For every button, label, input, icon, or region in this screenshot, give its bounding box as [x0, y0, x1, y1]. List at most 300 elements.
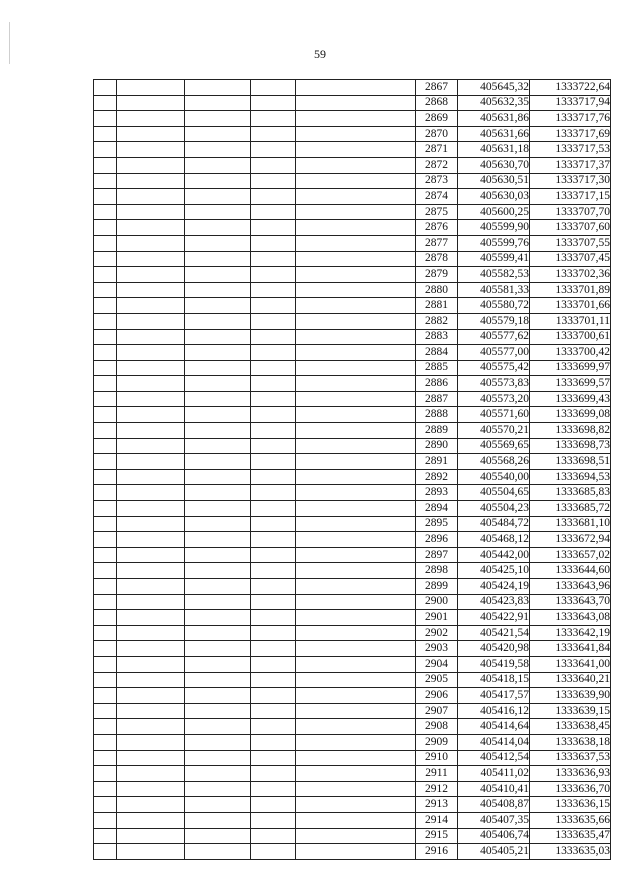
blank-cell-2 [117, 734, 185, 750]
blank-cell-3 [185, 812, 251, 828]
blank-cell-1 [94, 157, 117, 173]
coord-x-cell: 405414,64 [458, 719, 530, 735]
coord-y-cell: 1333699,57 [530, 376, 611, 392]
table-row [94, 625, 611, 641]
coordinates-table-body [94, 80, 611, 860]
blank-cell-4 [251, 703, 296, 719]
blank-cell-1 [94, 750, 117, 766]
coord-y-cell: 1333698,51 [530, 454, 611, 470]
blank-cell-2 [117, 126, 185, 142]
coord-y-cell: 1333636,93 [530, 766, 611, 782]
point-number-cell: 2906 [416, 688, 458, 704]
blank-cell-4 [251, 532, 296, 548]
blank-cell-2 [117, 766, 185, 782]
table-row [94, 594, 611, 610]
blank-cell-3 [185, 204, 251, 220]
blank-cell-4 [251, 828, 296, 844]
blank-cell-1 [94, 469, 117, 485]
blank-cell-5 [296, 313, 416, 329]
table-row [94, 844, 611, 860]
blank-cell-4 [251, 812, 296, 828]
blank-cell-4 [251, 407, 296, 423]
table-row [94, 111, 611, 127]
point-number-cell: 2915 [416, 828, 458, 844]
blank-cell-4 [251, 142, 296, 158]
coord-x-cell: 405406,74 [458, 828, 530, 844]
table-row [94, 173, 611, 189]
point-number-cell: 2892 [416, 469, 458, 485]
blank-cell-3 [185, 750, 251, 766]
point-number-cell: 2914 [416, 812, 458, 828]
blank-cell-1 [94, 594, 117, 610]
coord-y-cell: 1333643,08 [530, 610, 611, 626]
table-row [94, 204, 611, 220]
blank-cell-5 [296, 703, 416, 719]
blank-cell-1 [94, 423, 117, 439]
blank-cell-4 [251, 625, 296, 641]
blank-cell-2 [117, 267, 185, 283]
blank-cell-3 [185, 688, 251, 704]
point-number-cell: 2889 [416, 423, 458, 439]
blank-cell-4 [251, 688, 296, 704]
blank-cell-5 [296, 126, 416, 142]
coord-y-cell: 1333707,60 [530, 220, 611, 236]
coord-x-cell: 405418,15 [458, 672, 530, 688]
coord-y-cell: 1333641,84 [530, 641, 611, 657]
blank-cell-5 [296, 547, 416, 563]
blank-cell-5 [296, 282, 416, 298]
blank-cell-4 [251, 80, 296, 96]
blank-cell-4 [251, 220, 296, 236]
blank-cell-4 [251, 501, 296, 517]
table-row [94, 360, 611, 376]
table-row [94, 80, 611, 96]
blank-cell-2 [117, 345, 185, 361]
blank-cell-3 [185, 579, 251, 595]
blank-cell-5 [296, 812, 416, 828]
coord-x-cell: 405573,83 [458, 376, 530, 392]
coord-y-cell: 1333717,37 [530, 157, 611, 173]
blank-cell-1 [94, 407, 117, 423]
blank-cell-1 [94, 329, 117, 345]
coord-x-cell: 405425,10 [458, 563, 530, 579]
blank-cell-4 [251, 345, 296, 361]
blank-cell-1 [94, 719, 117, 735]
blank-cell-4 [251, 438, 296, 454]
coord-x-cell: 405582,53 [458, 267, 530, 283]
table-row [94, 454, 611, 470]
blank-cell-1 [94, 532, 117, 548]
point-number-cell: 2907 [416, 703, 458, 719]
blank-cell-4 [251, 485, 296, 501]
blank-cell-4 [251, 360, 296, 376]
blank-cell-1 [94, 235, 117, 251]
blank-cell-3 [185, 407, 251, 423]
blank-cell-2 [117, 750, 185, 766]
point-number-cell: 2897 [416, 547, 458, 563]
blank-cell-1 [94, 454, 117, 470]
coordinates-table [93, 79, 611, 860]
blank-cell-1 [94, 126, 117, 142]
blank-cell-5 [296, 501, 416, 517]
blank-cell-4 [251, 329, 296, 345]
blank-cell-1 [94, 766, 117, 782]
blank-cell-4 [251, 235, 296, 251]
blank-cell-3 [185, 438, 251, 454]
table-row [94, 563, 611, 579]
blank-cell-2 [117, 594, 185, 610]
blank-cell-1 [94, 360, 117, 376]
coord-y-cell: 1333685,72 [530, 501, 611, 517]
blank-cell-4 [251, 423, 296, 439]
blank-cell-5 [296, 407, 416, 423]
point-number-cell: 2898 [416, 563, 458, 579]
blank-cell-1 [94, 438, 117, 454]
blank-cell-4 [251, 547, 296, 563]
table-row [94, 251, 611, 267]
blank-cell-3 [185, 220, 251, 236]
coord-y-cell: 1333643,70 [530, 594, 611, 610]
coord-x-cell: 405420,98 [458, 641, 530, 657]
coord-y-cell: 1333700,42 [530, 345, 611, 361]
blank-cell-5 [296, 267, 416, 283]
point-number-cell: 2899 [416, 579, 458, 595]
coord-y-cell: 1333641,00 [530, 656, 611, 672]
blank-cell-1 [94, 688, 117, 704]
blank-cell-2 [117, 703, 185, 719]
blank-cell-5 [296, 516, 416, 532]
blank-cell-5 [296, 485, 416, 501]
table-row [94, 610, 611, 626]
blank-cell-4 [251, 267, 296, 283]
blank-cell-5 [296, 579, 416, 595]
blank-cell-1 [94, 189, 117, 205]
table-row [94, 282, 611, 298]
coord-x-cell: 405575,42 [458, 360, 530, 376]
blank-cell-4 [251, 376, 296, 392]
coord-y-cell: 1333635,66 [530, 812, 611, 828]
table-row [94, 828, 611, 844]
point-number-cell: 2883 [416, 329, 458, 345]
coord-x-cell: 405600,25 [458, 204, 530, 220]
table-row [94, 547, 611, 563]
blank-cell-3 [185, 594, 251, 610]
blank-cell-2 [117, 547, 185, 563]
table-row [94, 391, 611, 407]
point-number-cell: 2912 [416, 781, 458, 797]
blank-cell-3 [185, 703, 251, 719]
blank-cell-3 [185, 625, 251, 641]
coord-y-cell: 1333717,15 [530, 189, 611, 205]
blank-cell-3 [185, 672, 251, 688]
blank-cell-5 [296, 844, 416, 860]
table-row [94, 189, 611, 205]
coord-x-cell: 405599,90 [458, 220, 530, 236]
coord-x-cell: 405631,66 [458, 126, 530, 142]
coord-y-cell: 1333702,36 [530, 267, 611, 283]
blank-cell-3 [185, 189, 251, 205]
coord-x-cell: 405599,41 [458, 251, 530, 267]
blank-cell-2 [117, 579, 185, 595]
blank-cell-2 [117, 235, 185, 251]
coord-x-cell: 405599,76 [458, 235, 530, 251]
table-row [94, 516, 611, 532]
blank-cell-5 [296, 423, 416, 439]
coord-y-cell: 1333701,89 [530, 282, 611, 298]
blank-cell-4 [251, 298, 296, 314]
blank-cell-5 [296, 376, 416, 392]
coord-y-cell: 1333638,45 [530, 719, 611, 735]
coord-x-cell: 405410,41 [458, 781, 530, 797]
point-number-cell: 2896 [416, 532, 458, 548]
coord-x-cell: 405424,19 [458, 579, 530, 595]
blank-cell-3 [185, 313, 251, 329]
blank-cell-5 [296, 469, 416, 485]
blank-cell-4 [251, 157, 296, 173]
coord-x-cell: 405630,51 [458, 173, 530, 189]
coord-x-cell: 405631,18 [458, 142, 530, 158]
coord-x-cell: 405632,35 [458, 95, 530, 111]
blank-cell-2 [117, 797, 185, 813]
blank-cell-1 [94, 625, 117, 641]
coord-x-cell: 405571,60 [458, 407, 530, 423]
blank-cell-5 [296, 797, 416, 813]
blank-cell-1 [94, 282, 117, 298]
blank-cell-2 [117, 610, 185, 626]
coord-y-cell: 1333643,96 [530, 579, 611, 595]
point-number-cell: 2879 [416, 267, 458, 283]
blank-cell-3 [185, 719, 251, 735]
point-number-cell: 2916 [416, 844, 458, 860]
coord-y-cell: 1333694,53 [530, 469, 611, 485]
blank-cell-1 [94, 391, 117, 407]
blank-cell-3 [185, 469, 251, 485]
coord-x-cell: 405405,21 [458, 844, 530, 860]
blank-cell-1 [94, 267, 117, 283]
blank-cell-1 [94, 204, 117, 220]
coord-x-cell: 405580,72 [458, 298, 530, 314]
blank-cell-1 [94, 797, 117, 813]
blank-cell-4 [251, 579, 296, 595]
blank-cell-5 [296, 625, 416, 641]
point-number-cell: 2902 [416, 625, 458, 641]
table-row [94, 267, 611, 283]
blank-cell-3 [185, 95, 251, 111]
table-row [94, 376, 611, 392]
blank-cell-3 [185, 766, 251, 782]
blank-cell-5 [296, 204, 416, 220]
point-number-cell: 2910 [416, 750, 458, 766]
blank-cell-2 [117, 376, 185, 392]
table-row [94, 157, 611, 173]
blank-cell-1 [94, 376, 117, 392]
point-number-cell: 2875 [416, 204, 458, 220]
table-row [94, 142, 611, 158]
blank-cell-2 [117, 454, 185, 470]
point-number-cell: 2885 [416, 360, 458, 376]
table-row [94, 719, 611, 735]
blank-cell-3 [185, 501, 251, 517]
table-row [94, 532, 611, 548]
coord-y-cell: 1333699,43 [530, 391, 611, 407]
table-row [94, 313, 611, 329]
blank-cell-5 [296, 251, 416, 267]
coord-y-cell: 1333707,45 [530, 251, 611, 267]
blank-cell-2 [117, 220, 185, 236]
blank-cell-1 [94, 579, 117, 595]
blank-cell-3 [185, 329, 251, 345]
coord-y-cell: 1333635,03 [530, 844, 611, 860]
table-row [94, 126, 611, 142]
coord-y-cell: 1333717,76 [530, 111, 611, 127]
blank-cell-1 [94, 844, 117, 860]
point-number-cell: 2905 [416, 672, 458, 688]
blank-cell-2 [117, 142, 185, 158]
blank-cell-2 [117, 781, 185, 797]
blank-cell-1 [94, 251, 117, 267]
point-number-cell: 2877 [416, 235, 458, 251]
blank-cell-5 [296, 719, 416, 735]
coord-y-cell: 1333701,11 [530, 313, 611, 329]
point-number-cell: 2894 [416, 501, 458, 517]
blank-cell-5 [296, 95, 416, 111]
coord-y-cell: 1333639,90 [530, 688, 611, 704]
blank-cell-4 [251, 251, 296, 267]
point-number-cell: 2903 [416, 641, 458, 657]
blank-cell-3 [185, 235, 251, 251]
point-number-cell: 2884 [416, 345, 458, 361]
blank-cell-1 [94, 345, 117, 361]
coord-y-cell: 1333657,02 [530, 547, 611, 563]
blank-cell-2 [117, 469, 185, 485]
blank-cell-2 [117, 251, 185, 267]
point-number-cell: 2909 [416, 734, 458, 750]
coord-y-cell: 1333722,64 [530, 80, 611, 96]
blank-cell-5 [296, 438, 416, 454]
coord-y-cell: 1333642,19 [530, 625, 611, 641]
blank-cell-3 [185, 454, 251, 470]
blank-cell-1 [94, 734, 117, 750]
blank-cell-5 [296, 688, 416, 704]
coord-y-cell: 1333681,10 [530, 516, 611, 532]
blank-cell-3 [185, 532, 251, 548]
blank-cell-3 [185, 641, 251, 657]
blank-cell-4 [251, 610, 296, 626]
table-row [94, 220, 611, 236]
point-number-cell: 2868 [416, 95, 458, 111]
blank-cell-2 [117, 532, 185, 548]
coord-x-cell: 405631,86 [458, 111, 530, 127]
table-row [94, 812, 611, 828]
coord-x-cell: 405630,03 [458, 189, 530, 205]
point-number-cell: 2871 [416, 142, 458, 158]
point-number-cell: 2895 [416, 516, 458, 532]
coord-y-cell: 1333700,61 [530, 329, 611, 345]
blank-cell-1 [94, 313, 117, 329]
blank-cell-4 [251, 173, 296, 189]
blank-cell-3 [185, 844, 251, 860]
coord-y-cell: 1333707,55 [530, 235, 611, 251]
coord-x-cell: 405423,83 [458, 594, 530, 610]
point-number-cell: 2904 [416, 656, 458, 672]
coord-y-cell: 1333707,70 [530, 204, 611, 220]
blank-cell-5 [296, 173, 416, 189]
blank-cell-5 [296, 360, 416, 376]
blank-cell-3 [185, 423, 251, 439]
blank-cell-2 [117, 423, 185, 439]
coord-x-cell: 405645,32 [458, 80, 530, 96]
blank-cell-1 [94, 641, 117, 657]
blank-cell-5 [296, 563, 416, 579]
blank-cell-5 [296, 235, 416, 251]
blank-cell-4 [251, 391, 296, 407]
blank-cell-2 [117, 282, 185, 298]
table-row [94, 469, 611, 485]
point-number-cell: 2911 [416, 766, 458, 782]
coord-x-cell: 405568,26 [458, 454, 530, 470]
blank-cell-1 [94, 656, 117, 672]
blank-cell-2 [117, 844, 185, 860]
blank-cell-3 [185, 298, 251, 314]
blank-cell-2 [117, 80, 185, 96]
blank-cell-5 [296, 532, 416, 548]
blank-cell-5 [296, 594, 416, 610]
point-number-cell: 2886 [416, 376, 458, 392]
blank-cell-2 [117, 688, 185, 704]
coord-x-cell: 405540,00 [458, 469, 530, 485]
blank-cell-1 [94, 672, 117, 688]
table-row [94, 423, 611, 439]
coord-x-cell: 405421,54 [458, 625, 530, 641]
point-number-cell: 2867 [416, 80, 458, 96]
table-row [94, 95, 611, 111]
coord-x-cell: 405468,12 [458, 532, 530, 548]
blank-cell-3 [185, 391, 251, 407]
table-row [94, 641, 611, 657]
table-row [94, 766, 611, 782]
blank-cell-2 [117, 313, 185, 329]
blank-cell-3 [185, 80, 251, 96]
coord-y-cell: 1333672,94 [530, 532, 611, 548]
blank-cell-4 [251, 189, 296, 205]
coord-x-cell: 405417,57 [458, 688, 530, 704]
blank-cell-5 [296, 329, 416, 345]
blank-cell-3 [185, 345, 251, 361]
blank-cell-2 [117, 563, 185, 579]
point-number-cell: 2901 [416, 610, 458, 626]
blank-cell-4 [251, 797, 296, 813]
blank-cell-1 [94, 80, 117, 96]
blank-cell-2 [117, 656, 185, 672]
blank-cell-1 [94, 173, 117, 189]
coord-y-cell: 1333717,94 [530, 95, 611, 111]
point-number-cell: 2893 [416, 485, 458, 501]
coord-x-cell: 405442,00 [458, 547, 530, 563]
table-row [94, 407, 611, 423]
blank-cell-5 [296, 734, 416, 750]
coord-y-cell: 1333717,69 [530, 126, 611, 142]
table-row [94, 734, 611, 750]
coord-x-cell: 405581,33 [458, 282, 530, 298]
coord-x-cell: 405419,58 [458, 656, 530, 672]
blank-cell-2 [117, 438, 185, 454]
blank-cell-4 [251, 126, 296, 142]
coord-x-cell: 405408,87 [458, 797, 530, 813]
blank-cell-1 [94, 563, 117, 579]
blank-cell-4 [251, 734, 296, 750]
coord-x-cell: 405412,54 [458, 750, 530, 766]
blank-cell-1 [94, 95, 117, 111]
